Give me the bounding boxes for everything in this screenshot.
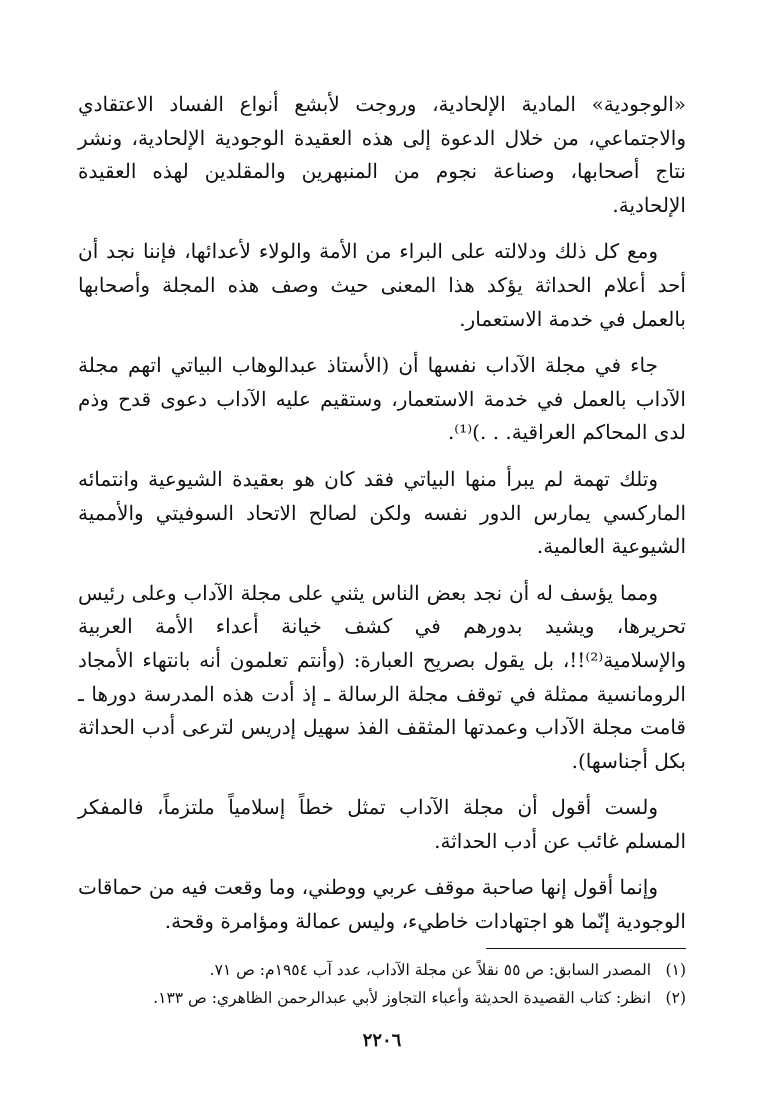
footnote-separator (486, 948, 686, 949)
footnote-2 (78, 984, 686, 1012)
paragraph-4: وتلك تهمة لم يبرأ منها البياتي فقد كان هو بعقيدة الشيوعية وانتمائه الماركسي يمارس الدور نفسه ولكن لصالح الاتحاد السوفيتي والأممية الشيوعية العالمية. (78, 466, 686, 559)
paragraph-7: وإنما أقول إنها صاحبة موقف عربي ووطني، وما وقعت فيه من حماقات الوجودية إنّما هو اجتهادات خاطيء، وليس عمالة ومؤامرة وقحة. (78, 875, 686, 934)
footnote-text: انظر: كتاب القصيدة الحديثة وأعباء التجاوز لأبي عبدالرحمن الظاهري: ص ١٣٣. (153, 989, 652, 1007)
footnote-text: المصدر السابق: ص ٥٥ نقلاً عن مجلة الآداب، عدد آب ١٩٥٤م: ص ٧١. (209, 961, 652, 979)
footnote-number: (١) (665, 961, 686, 979)
page-number: ٢٢٠٦ (362, 1030, 402, 1051)
footnote-number: (٢) (665, 989, 686, 1007)
paragraph-1: «الوجودية» المادية الإلحادية، وروجت لأبشع أنواع الفساد الاعتقادي والاجتماعي، من خلال الدعوة إلى هذه العقيدة الوجودية الإلحادية، ونشر نتاج أصحابها، وصناعة نجوم من المنبهرين والمقلدين لهذه العقيدة الإلحادية. (78, 92, 686, 217)
paragraph-5: ومما يؤسف له أن نجد بعض الناس يثني على مجلة الآداب وعلى رئيس تحريرها، ويشيد بدورهم في كشف خيانة أعداء الأمة العربية والإسلامية⁽²⁾!!، بل يقول بصريح العبارة: (وأنتم تعلمون أنه بانتهاء الأمجاد الرومانسية ممثلة في توقف مجلة الرسالة ـ إذ أدت هذه المدرسة دورها ـ قامت مجلة الآداب وعمدتها المثقف الفذ سهيل إدريس لترعى أدب الحداثة بكل أجناسها). (78, 580, 686, 773)
paragraph-2: ومع كل ذلك ودلالته على البراء من الأمة والولاء لأعدائها، فإننا نجد أن أحد أعلام الحداثة يؤكد هذا المعنى حيث وصف هذه المجلة وأصحابها بالعمل في خدمة الاستعمار. (78, 239, 686, 331)
paragraph-3: جاء في مجلة الآداب نفسها أن (الأستاذ عبدالوهاب البياتي اتهم مجلة الآداب بالعمل في خدمة الاستعمار، وستقيم عليه الآداب دعوى قدح وذم لدى المحاكم العراقية. . .)⁽¹⁾. (78, 353, 686, 445)
footnotes (78, 956, 686, 1012)
paragraph-6: ولست أقول أن مجلة الآداب تمثل خطاً إسلامياً ملتزماً، فالمفكر المسلم غائب عن أدب الحداثة. (78, 795, 686, 853)
page-body (78, 88, 686, 952)
footnote-1 (78, 956, 686, 984)
